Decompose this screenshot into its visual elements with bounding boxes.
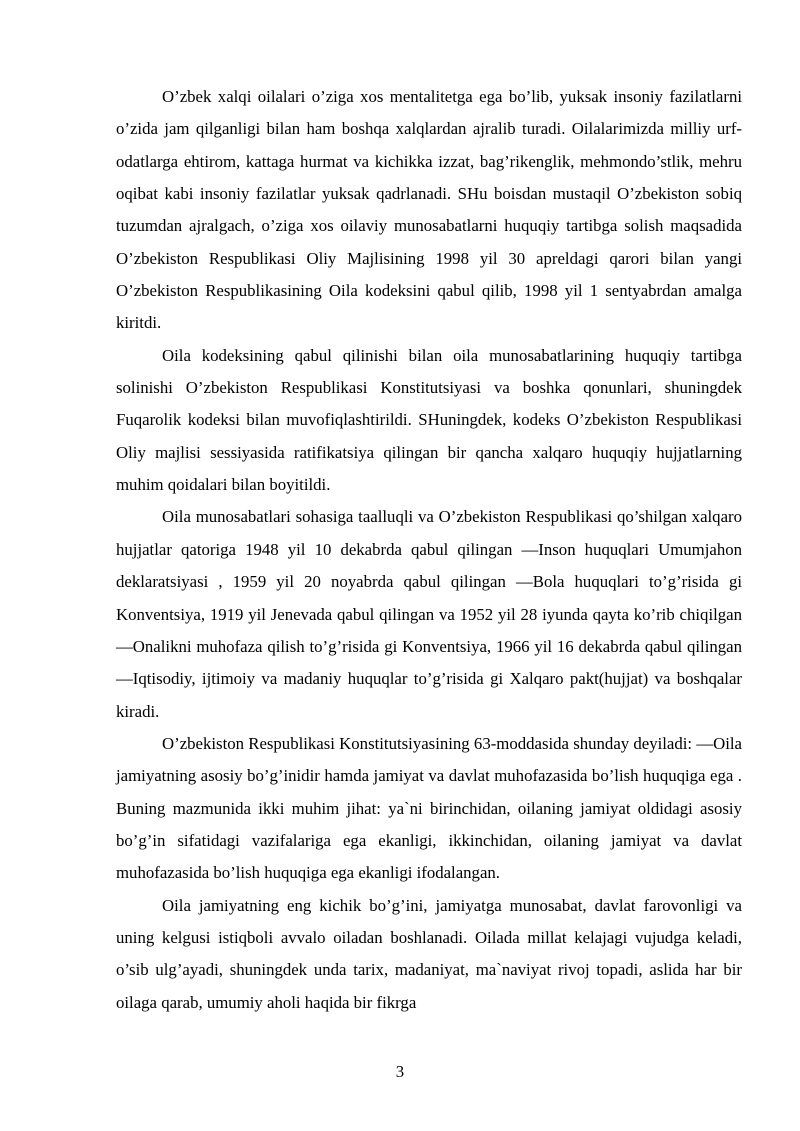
paragraph-4: O’zbekiston Respublikasi Konstitutsiyasining 63-moddasida shunday deyiladi: ―Oila jamiyatning asosiy bo’g’inidir hamda jamiyat va davlat muhofazasida bo’lish huquqiga ega . Buning mazmunida ikki muhim jihat: ya`ni birinchidan, oilaning jamiyat oldidagi asosiy bo’g’in sifatidagi vazifalariga ega ekanligi, ikkinchidan, oilaning jamiyat va davlat muhofazasida bo’lish huquqiga ega ekanligi ifodalangan.: [116, 733, 742, 883]
paragraph-1: O’zbek xalqi oilalari o’ziga xos mentalitetga ega bo’lib, yuksak insoniy fazilatlarni o’zida jam qilganligi bilan ham boshqa xalqlardan ajralib turadi. Oilalarimizda milliy urf-odatlarga ehtirom, kattaga hurmat va kichikka izzat, bag’rikenglik, mehmondo’stlik, mehru oqibat kabi insoniy fazilatlar yuksak qadrlanadi. SHu boisdan mustaqil O’zbekiston sobiq tuzumdan ajralgach, o’ziga xos oilaviy munosabatlarni huquqiy tartibga solish maqsadida O’zbekiston Respublikasi Oliy Majlisining 1998 yil 30 apreldagi qarori bilan yangi O’zbekiston Respublikasining Oila kodeksini qabul qilib, 1998 yil 1 sentyabrdan amalga kiritdi.: [116, 87, 742, 333]
body-text: [116, 81, 742, 1019]
paragraph-2: Oila kodeksining qabul qilinishi bilan oila munosabatlarining huquqiy tartibga solinishi O’zbekiston Respublikasi Konstitutsiyasi va boshka qonunlari, shuningdek Fuqarolik kodeksi bilan muvofiqlashtirildi. SHuningdek, kodeks O’zbekiston Respublikasi Oliy majlisi sessiyasida ratifikatsiya qilingan bir qancha xalqaro huquqiy hujjatlarning muhim qoidalari bilan boyitildi.: [116, 345, 742, 495]
paragraph-5: Oila jamiyatning eng kichik bo’g’ini, jamiyatga munosabat, davlat farovonligi va uning kelgusi istiqboli avvalo oiladan boshlanadi. Oilada millat kelajagi vujudga keladi, o’sib ulg’ayadi, shuningdek unda tarix, madaniyat, ma`naviyat rivoj topadi, aslida har bir oilaga qarab, umumiy aholi haqida bir fikrga: [116, 895, 742, 1012]
paragraph-3: Oila munosabatlari sohasiga taalluqli va O’zbekiston Respublikasi qo’shilgan xalqaro hujjatlar qatoriga 1948 yil 10 dekabrda qabul qilingan ―Inson huquqlari Umumjahon deklaratsiyasi , 1959 yil 20 noyabrda qabul qilingan ―Bola huquqlari to’g’risida gi Konventsiya, 1919 yil Jenevada qabul qilingan va 1952 yil 28 iyunda qayta ko’rib chiqilgan ―Onalikni muhofaza qilish to’g’risida gi Konventsiya, 1966 yil 16 dekabrda qabul qilingan ―Iqtisodiy, ijtimoiy va madaniy huquqlar to’g’risida gi Xalqaro pakt(hujjat) va boshqalar kiradi.: [116, 507, 742, 721]
page-number: 3: [395, 1062, 405, 1081]
